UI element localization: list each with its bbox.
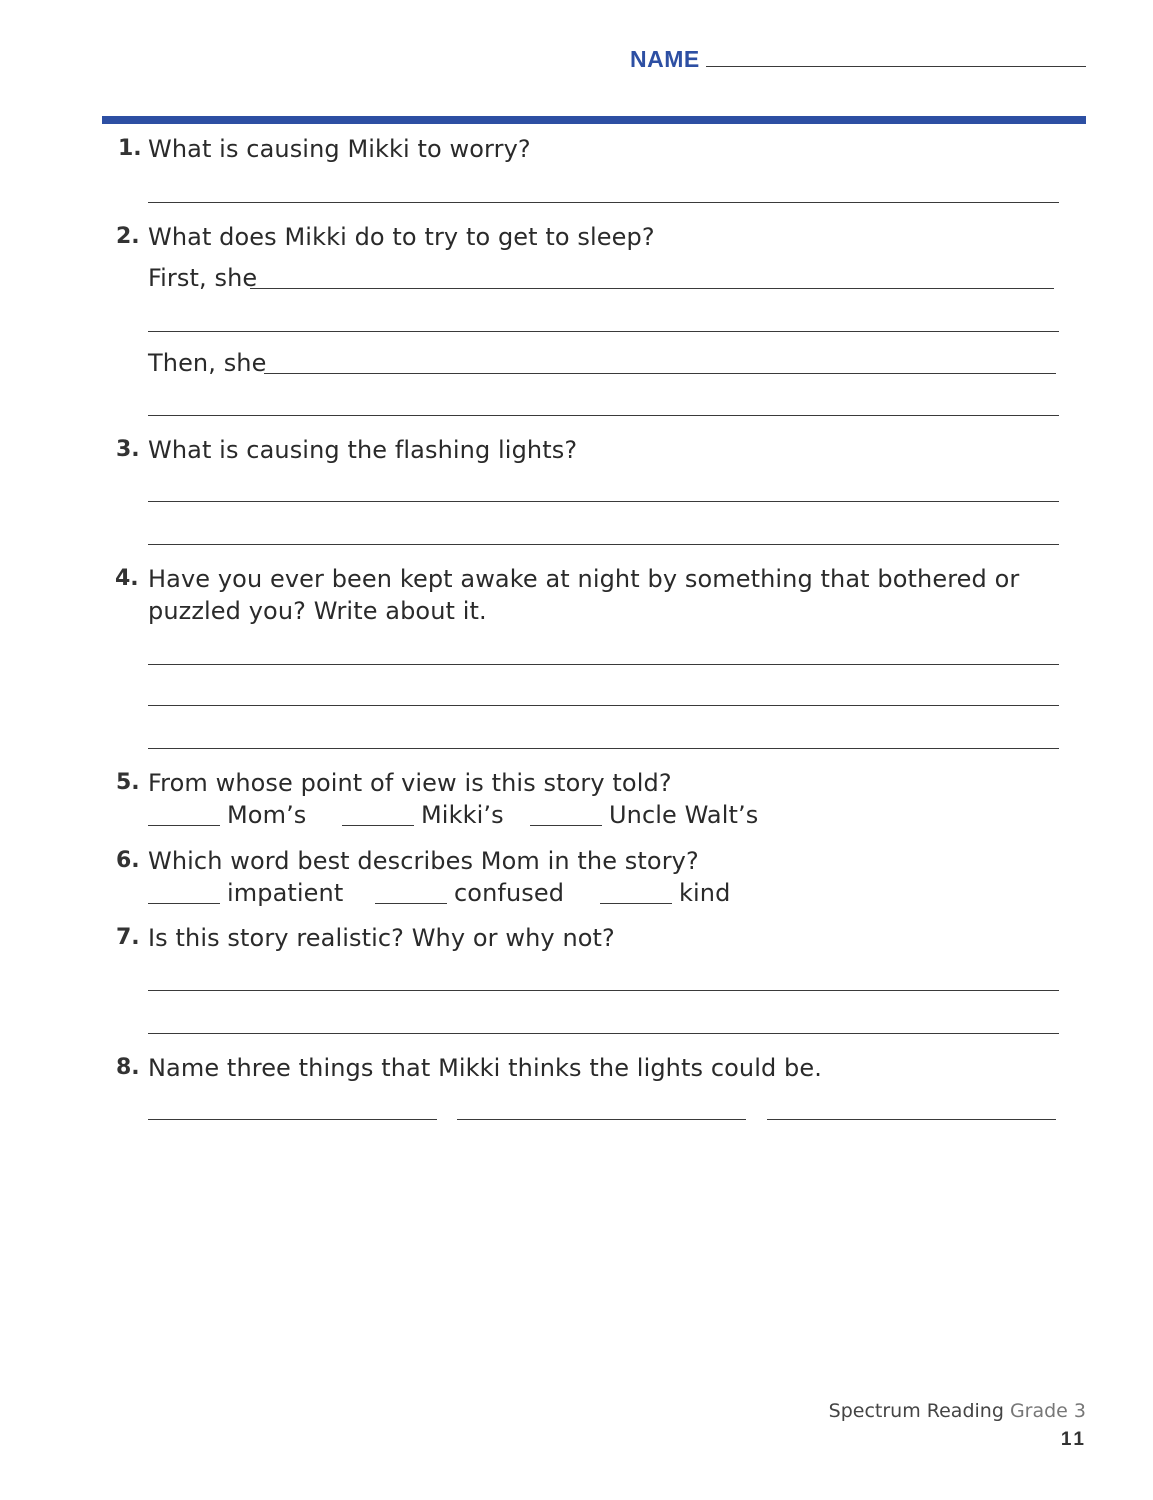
question-3-text: What is causing the flashing lights?	[148, 436, 578, 464]
footer-series: Spectrum Reading	[828, 1400, 1004, 1422]
answer-2-then-line-2[interactable]	[148, 415, 1059, 416]
question-2-text: What does Mikki do to try to get to sleep?	[148, 223, 655, 251]
option-5b-label: Mikki’s	[421, 801, 504, 829]
answer-8-line-3[interactable]	[767, 1119, 1056, 1120]
footer-credit	[829, 1400, 1086, 1422]
page-number: 11	[1060, 1429, 1087, 1450]
option-6b-blank[interactable]	[375, 903, 447, 904]
question-1-text: What is causing Mikki to worry?	[148, 135, 531, 163]
name-label: NAME	[630, 46, 700, 72]
question-4-number: 4.	[115, 566, 139, 591]
answer-8-line-2[interactable]	[457, 1119, 746, 1120]
question-2-first-prefix: First, she	[148, 264, 258, 292]
answer-2-then-line[interactable]	[264, 373, 1056, 374]
answer-4-line-2[interactable]	[148, 705, 1059, 706]
option-5b-blank[interactable]	[342, 825, 414, 826]
option-5c-blank[interactable]	[530, 825, 602, 826]
question-4-text-line-2: puzzled you? Write about it.	[148, 597, 487, 625]
question-2-then-prefix: Then, she	[148, 349, 267, 377]
answer-1-line[interactable]	[148, 202, 1059, 203]
answer-7-line-1[interactable]	[148, 990, 1059, 991]
option-6a-blank[interactable]	[148, 903, 220, 904]
answer-2-first-line[interactable]	[250, 288, 1054, 289]
question-6-number: 6.	[116, 848, 140, 873]
question-5-text: From whose point of view is this story told?	[148, 769, 672, 797]
answer-4-line-1[interactable]	[148, 664, 1059, 665]
question-5-number: 5.	[116, 770, 140, 795]
answer-7-line-2[interactable]	[148, 1033, 1059, 1034]
question-8-number: 8.	[116, 1055, 140, 1080]
answer-3-line-2[interactable]	[148, 544, 1059, 545]
option-6c-label: kind	[679, 879, 731, 907]
option-5c-label: Uncle Walt’s	[609, 801, 759, 829]
question-2-number: 2.	[116, 224, 140, 249]
answer-8-line-1[interactable]	[148, 1119, 437, 1120]
question-4-text-line-1: Have you ever been kept awake at night by something that bothered or	[148, 565, 1020, 593]
question-3-number: 3.	[116, 437, 140, 462]
name-field-line[interactable]	[706, 66, 1086, 67]
option-6b-label: confused	[454, 879, 565, 907]
answer-3-line-1[interactable]	[148, 501, 1059, 502]
question-1-number: 1.	[118, 136, 142, 161]
answer-4-line-3[interactable]	[148, 748, 1059, 749]
option-5a-blank[interactable]	[148, 825, 220, 826]
answer-2-first-line-2[interactable]	[148, 331, 1059, 332]
footer-grade: Grade 3	[1009, 1400, 1086, 1422]
option-6c-blank[interactable]	[600, 903, 672, 904]
question-6-text: Which word best describes Mom in the story?	[148, 847, 699, 875]
option-6a-label: impatient	[227, 879, 344, 907]
question-7-number: 7.	[116, 925, 140, 950]
header-divider	[102, 116, 1086, 124]
question-7-text: Is this story realistic? Why or why not?	[148, 924, 615, 952]
option-5a-label: Mom’s	[227, 801, 307, 829]
question-8-text: Name three things that Mikki thinks the lights could be.	[148, 1054, 822, 1082]
